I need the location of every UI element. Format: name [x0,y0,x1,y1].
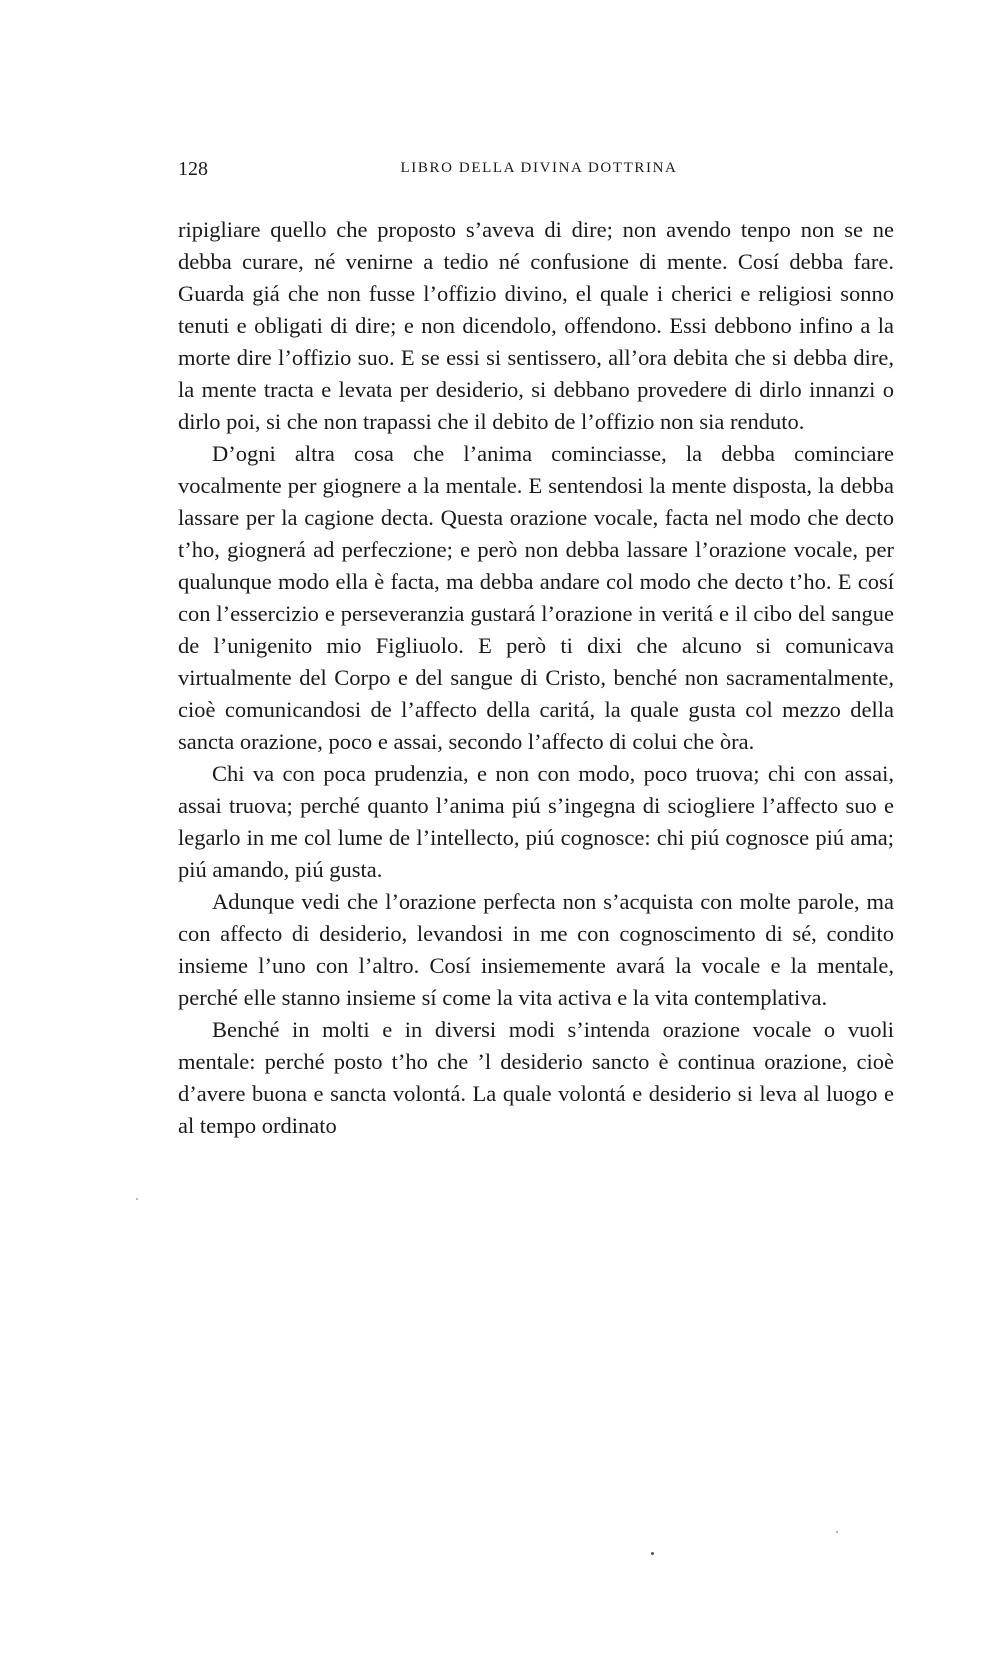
body-text [178,214,894,1142]
page-number: 128 [178,158,208,180]
scan-speck [836,1531,838,1533]
scan-speck [651,1552,654,1555]
scan-speck [136,1198,138,1200]
paragraph-4: Adunque vedi che l’orazione perfecta non s’acquista con molte parole, ma con affecto di desiderio, levandosi in me con cognoscimento di sé, condito insieme l’uno con l’altro. Cosí insiememente avará la vocale e la mentale, perché elle stanno insieme sí come la vita activa e la vita contemplativa. [178,889,894,1010]
paragraph-5: Benché in molti e in diversi modi s’intenda orazione vocale o vuoli mentale: perché posto t’ho che ’l desiderio sancto è continua orazione, cioè d’avere buona e sancta volontá. La quale volontá e desiderio si leva al luogo e al tempo ordinato [178,1017,894,1138]
running-title: LIBRO DELLA DIVINA DOTTRINA [400,160,678,176]
paragraph-2: D’ogni altra cosa che l’anima cominciasse, la debba cominciare vocalmente per giognere a la mentale. E sentendosi la mente disposta, la debba lassare per la cagione decta. Questa orazione vocale, facta nel modo che decto t’ho, giognerá ad perfeczione; e però non debba lassare l’orazione vocale, per qualunque modo ella è facta, ma debba andare col modo che decto t’ho. E cosí con l’essercizio e perseveranzia gustará l’orazione in veritá e il cibo del sangue de l’unigenito mio Figliuolo. E però ti dixi che alcuno si comunicava virtualmente del Corpo e del sangue di Cristo, benché non sacramentalmente, cioè comunicandosi de l’affecto della caritá, la quale gusta col mezzo della sancta orazione, poco e assai, secondo l’affecto di colui che òra. [178,441,894,754]
paragraph-1: ripigliare quello che proposto s’aveva di dire; non avendo tenpo non se ne debba curare, né venirne a tedio né confusione di mente. Cosí debba fare. Guarda giá che non fusse l’offizio divino, el quale i cherici e religiosi sonno tenuti e obligati di dire; e non dicendolo, offendono. Essi debbono infino a la morte dire l’offizio suo. E se essi si sentissero, all’ora debita che si debba dire, la mente tracta e levata per desiderio, si debbano provedere di dirlo innanzi o dirlo poi, si che non trapassi che il debito de l’offizio non sia renduto. [178,217,894,434]
paragraph-3: Chi va con poca prudenzia, e non con modo, poco truova; chi con assai, assai truova; perché quanto l’anima piú s’ingegna di sciogliere l’affecto suo e legarlo in me col lume de l’intellecto, piú cognosce: chi piú cognosce piú ama; piú amando, piú gusta. [178,761,894,882]
running-head [178,158,894,188]
